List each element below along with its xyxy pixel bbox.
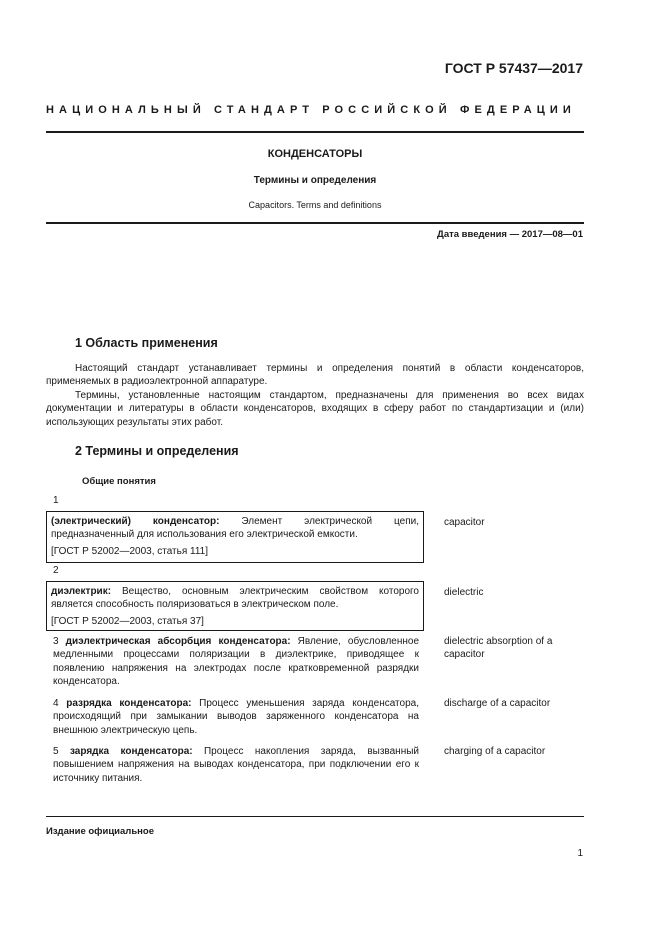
section-1-paragraph-1: Настоящий стандарт устанавливает термины и определения понятий в области конденсаторов, применяемых в радиоэлектронной аппаратуре. (46, 363, 584, 388)
group-title: Общие понятия (82, 476, 156, 487)
term-name: диэлектрическая абсорбция конденсатора: (65, 636, 291, 647)
term-number: 3 (53, 636, 59, 647)
top-divider (46, 131, 584, 133)
term-entry (53, 635, 419, 688)
term-definition: Элемент электрической цепи, предназначенный для использования его электрической емкости. (51, 516, 420, 541)
term-name: разрядка конденсатора: (66, 698, 192, 709)
section-2-heading: 2 Термины и определения (75, 444, 239, 458)
term-name: (электрический) конденсатор: (51, 516, 220, 527)
official-edition-label: Издание официальное (46, 826, 154, 837)
term-name: диэлектрик: (51, 586, 112, 597)
introduction-date: Дата введения — 2017—08—01 (437, 229, 583, 240)
section-1-paragraph-2: Термины, установленные настоящим стандартом, предназначены для применения во всех видах документации и литературы в области конденсаторов, входящих в сферу работ по стандартизации и (или) использующих результаты этих работ. (46, 390, 584, 428)
term-number: 2 (53, 565, 59, 576)
english-title: Capacitors. Terms and definitions (248, 200, 382, 210)
term-english-equivalent: discharge of a capacitor (444, 698, 551, 709)
term-name: зарядка конденсатора: (69, 746, 193, 757)
term-entry-box (46, 511, 424, 563)
term-english-equivalent: dielectric absorption of a capacitor (444, 636, 553, 661)
term-source: [ГОСТ Р 52002—2003, статья 37] (51, 615, 204, 627)
term-english-equivalent: dielectric (444, 587, 484, 598)
term-english-equivalent: capacitor (444, 517, 485, 528)
term-entry-box (46, 581, 424, 631)
term-number: 4 (53, 698, 59, 709)
term-number: 5 (53, 746, 59, 757)
term-text (51, 585, 419, 612)
term-number: 1 (53, 495, 59, 506)
footer-divider (46, 816, 584, 817)
term-source: [ГОСТ Р 52002—2003, статья 111] (51, 545, 209, 557)
document-code: ГОСТ Р 57437—2017 (444, 60, 583, 76)
term-english-equivalent: charging of a capacitor (444, 746, 546, 757)
national-standard-heading: НАЦИОНАЛЬНЫЙ СТАНДАРТ РОССИЙСКОЙ ФЕДЕРАЦИИ (46, 104, 576, 116)
term-definition: Процесс накопления заряда, вызванный повышением напряжения на выводах конденсатора, при подключении его к источнику питания. (53, 746, 420, 784)
title-divider (46, 222, 584, 224)
term-definition: Явление, обусловленное медленными процессами поляризации в диэлектрике, приводящее к появлению напряжения на электродах после кратковременной разрядки конденсатора. (53, 636, 420, 687)
term-entry (53, 745, 419, 785)
term-definition: Вещество, основным электрическим свойством которого является способность поляризоваться в электрическом поле. (51, 586, 419, 611)
document-subtitle: Термины и определения (253, 175, 377, 186)
term-text (51, 515, 419, 542)
section-1-heading: 1 Область применения (75, 336, 218, 350)
term-definition: Процесс уменьшения заряда конденсатора, происходящий при замыкании выводов заряженного конденсатора на внешнюю электрическую цепь. (53, 698, 419, 736)
term-entry (53, 697, 419, 737)
document-title: КОНДЕНСАТОРЫ (267, 148, 363, 160)
page-number: 1 (577, 848, 583, 859)
